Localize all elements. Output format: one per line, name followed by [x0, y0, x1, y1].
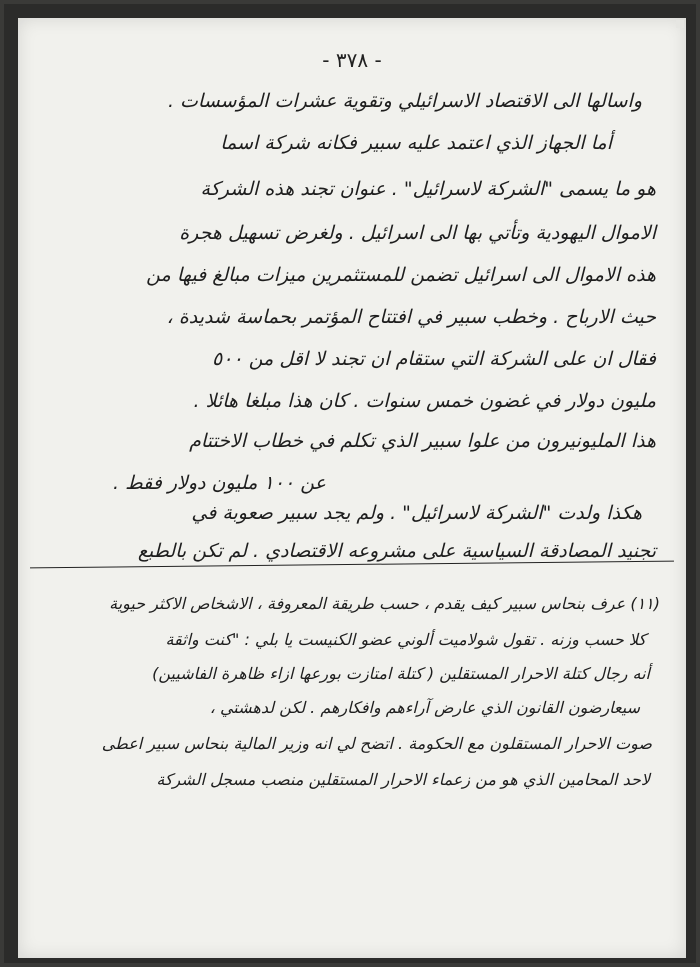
body-line: هكذا ولدت "الشركة لاسرائيل" . ولم يجد سبير صعوبة في	[191, 502, 642, 524]
footnote-line: كلا حسب وزنه . تقول شولاميت ألوني عضو الكنيست يا بلي : "كنت واثقة	[165, 630, 646, 649]
body-line: الاموال اليهودية وتأتي بها الى اسرائيل . ولغرض تسهيل هجرة	[179, 222, 656, 244]
body-line: فقال ان على الشركة التي ستقام ان تجند لا اقل من ٥٠٠	[212, 348, 656, 370]
footnote-line: سيعارضون القانون الذي عارض آراءهم وافكارهم . لكن لدهشتي ،	[209, 698, 640, 717]
body-line: عن ١٠٠ مليون دولار فقط .	[112, 472, 326, 494]
footnote-line: صوت الاحرار المستقلون مع الحكومة . اتضح لي انه وزير المالية بنحاس سبير اعطى	[101, 734, 652, 753]
body-line: هذه الاموال الى اسرائيل تضمن للمستثمرين ميزات مبالغ فيها من	[146, 264, 656, 286]
footnote-line: لاحد المحامين الذي هو من زعماء الاحرار المستقلين منصب مسجل الشركة	[156, 770, 650, 789]
footnote-line: أنه رجال كتلة الاحرار المستقلين ( كتلة امتازت بورعها ازاء ظاهرة الفاشيين)	[152, 664, 650, 683]
body-line: مليون دولار في غضون خمس سنوات . كان هذا مبلغا هائلا .	[193, 390, 656, 412]
footnote-line: (١١) عرف بنحاس سبير كيف يقدم ، حسب طريقة المعروفة ، الاشخاص الاكثر حيوية	[109, 594, 660, 613]
body-line: واسالها الى الاقتصاد الاسرائيلي وتقوية عشرات المؤسسات .	[167, 90, 642, 112]
body-line: تجنيد المصادقة السياسية على مشروعه الاقتصادي . لم تكن بالطبع	[137, 540, 656, 562]
body-line: حيث الارباح . وخطب سبير في افتتاح المؤتمر بحماسة شديدة ،	[166, 306, 656, 328]
document-page	[18, 18, 686, 958]
body-line: أما الجهاز الذي اعتمد عليه سبير فكانه شركة اسما	[220, 132, 612, 154]
page-number: - ٣٧٨ -	[322, 48, 382, 72]
scan-frame	[4, 4, 696, 963]
body-line: هذا المليونيرون من علوا سبير الذي تكلم في خطاب الاختتام	[189, 430, 656, 452]
body-line: هو ما يسمى "الشركة لاسرائيل" . عنوان تجند هذه الشركة	[200, 178, 656, 200]
page-corner	[676, 20, 684, 28]
